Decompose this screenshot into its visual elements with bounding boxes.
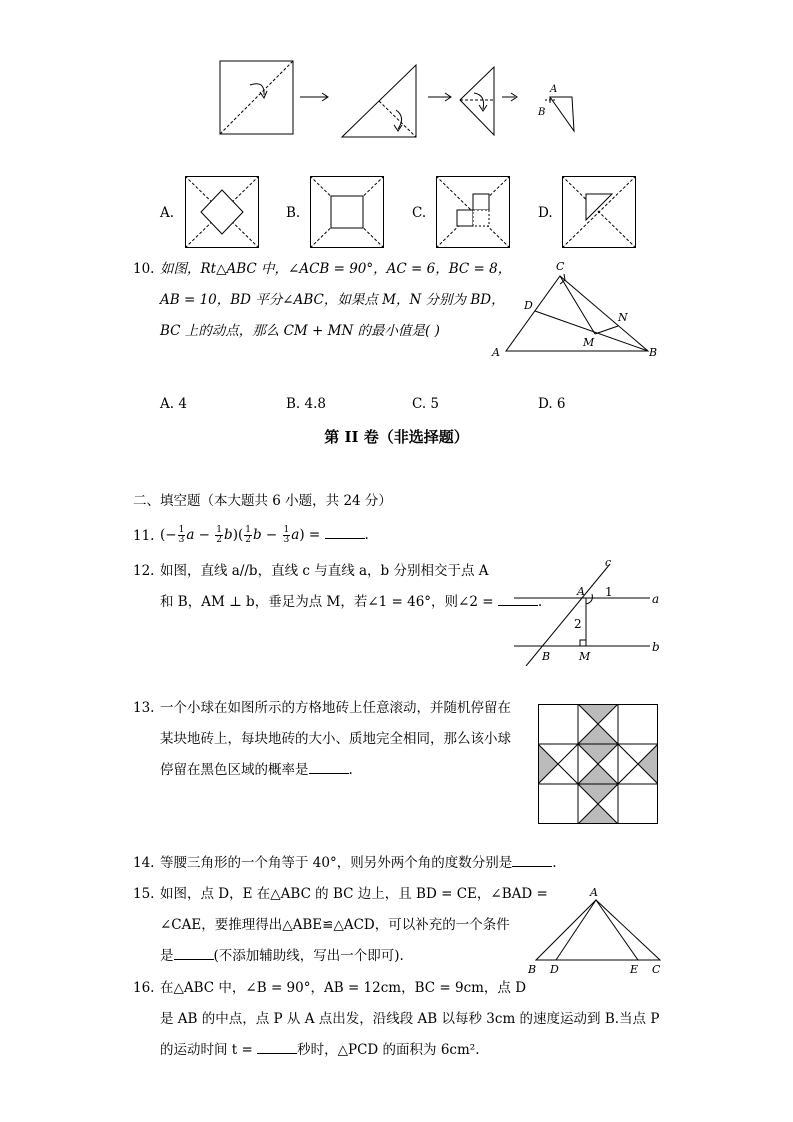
q11-row [133,524,154,548]
q10-label-d: D [524,299,533,312]
q10-label-n: N [618,311,628,324]
q12-label-c: c [605,558,612,569]
q12-label-line-b: b [652,640,660,654]
q9-option-d-label: D. [538,205,553,221]
q10-option-d: D. 6 [538,396,566,412]
q15-label-d: D [550,963,559,976]
q12-label-line-a: a [652,592,660,606]
q16-line2: 是 AB 的中点，点 P 从 A 点出发，沿线段 AB 以每秒 3cm 的速度运动到 B.当点 P [160,1011,660,1027]
q9-option-a-figure [185,176,259,248]
q10-option-b: B. 4.8 [286,396,326,412]
q10-option-c: C. 5 [412,396,440,412]
q13-answer-blank [309,761,349,774]
q15-label-e: E [630,963,639,976]
q12-label-angle2: 2 [574,617,582,631]
q15-triangle-figure [520,884,670,978]
q13-line3: 停留在黑色区域的概率是 . [160,762,353,778]
q15-line1: 如图，点 D，E 在△ABC 的 BC 边上，且 BD = CE，∠BAD = [160,886,548,902]
q12-line2: 和 B，AM ⊥ b，垂足为点 M，若∠1 = 46°，则∠2 = . [160,594,543,610]
q12-label-a-point: A [577,585,585,598]
q10-label-m: M [583,336,595,349]
q15-label-b: B [528,963,537,976]
q11-expression: (− $\frac{1}{3}$ a − $\frac{1}{2}$ b)( $\frac{1}{2}$ b − $\frac{1}{3}$ a) = . [160,525,369,545]
q9-option-c-label: C. [412,205,427,221]
fold-label-b: B [538,107,546,118]
q9-option-d-figure [562,176,636,248]
q11-number: 11. [133,528,155,544]
q15-answer-blank [174,947,214,960]
q10-triangle-figure [488,256,668,366]
q9-option-a-label: A. [160,205,175,221]
q10-line2: AB = 10，BD 平分∠ABC，如果点 M，N 分别为 BD， [160,292,505,308]
q12-parallel-lines-figure [500,558,670,666]
folding-steps-figure [210,55,600,145]
section-fill-blank-heading: 二、填空题（本大题共 6 小题，共 24 分） [133,493,392,509]
q15-line3: 是 (不添加辅助线，写出一个即可). [160,948,404,964]
q16-number: 16. [133,980,155,996]
q11-answer-blank [325,526,365,539]
q10-number: 10. [133,261,155,277]
q12-number: 12. [133,563,155,579]
q10-label-a: A [492,346,500,359]
q13-line1: 一个小球在如图所示的方格地砖上任意滚动，并随机停留在 [160,700,511,716]
q15-line2: ∠CAE，要推理得出△ABE≌△ACD，可以补充的一个条件 [160,917,510,933]
q9-option-b-figure [310,176,384,248]
q13-tile-grid-figure [538,704,658,824]
q14-number: 14. [133,855,155,871]
q9-option-c-figure [436,176,510,248]
q10-label-b: B [649,346,658,359]
q12-label-angle1: 1 [605,585,613,599]
q12-label-m: M [579,650,591,663]
q12-line1: 如图，直线 a//b，直线 c 与直线 a，b 分别相交于点 A [160,563,489,579]
q15-number: 15. [133,886,155,902]
q14-text: 等腰三角形的一个角等于 40°，则另外两个角的度数分别是 . [160,855,557,871]
part2-title: 第 II 卷（非选择题） [324,428,469,446]
q10-line3: BC 上的动点，那么 CM + MN 的最小值是( ) [160,323,440,339]
fold-label-a: A [550,84,558,95]
q10-line1: 如图，Rt△ABC 中，∠ACB = 90°，AC = 6，BC = 8， [160,261,512,277]
q13-line2: 某块地砖上，每块地砖的大小、质地完全相同，那么该小球 [160,731,511,747]
q15-label-a: A [590,886,598,899]
q12-label-b-point: B [542,650,551,663]
q14-answer-blank [512,854,552,867]
q15-label-c: C [652,963,661,976]
q10-option-a: A. 4 [160,396,187,412]
q16-line3: 的运动时间 t = 秒时，△PCD 的面积为 6cm². [160,1042,480,1058]
q16-line1: 在△ABC 中，∠B = 90°，AB = 12cm，BC = 9cm，点 D [160,980,527,996]
q9-option-b-label: B. [286,205,301,221]
q10-label-c: C [556,260,565,273]
q16-answer-blank [257,1041,297,1054]
q13-number: 13. [133,700,155,716]
